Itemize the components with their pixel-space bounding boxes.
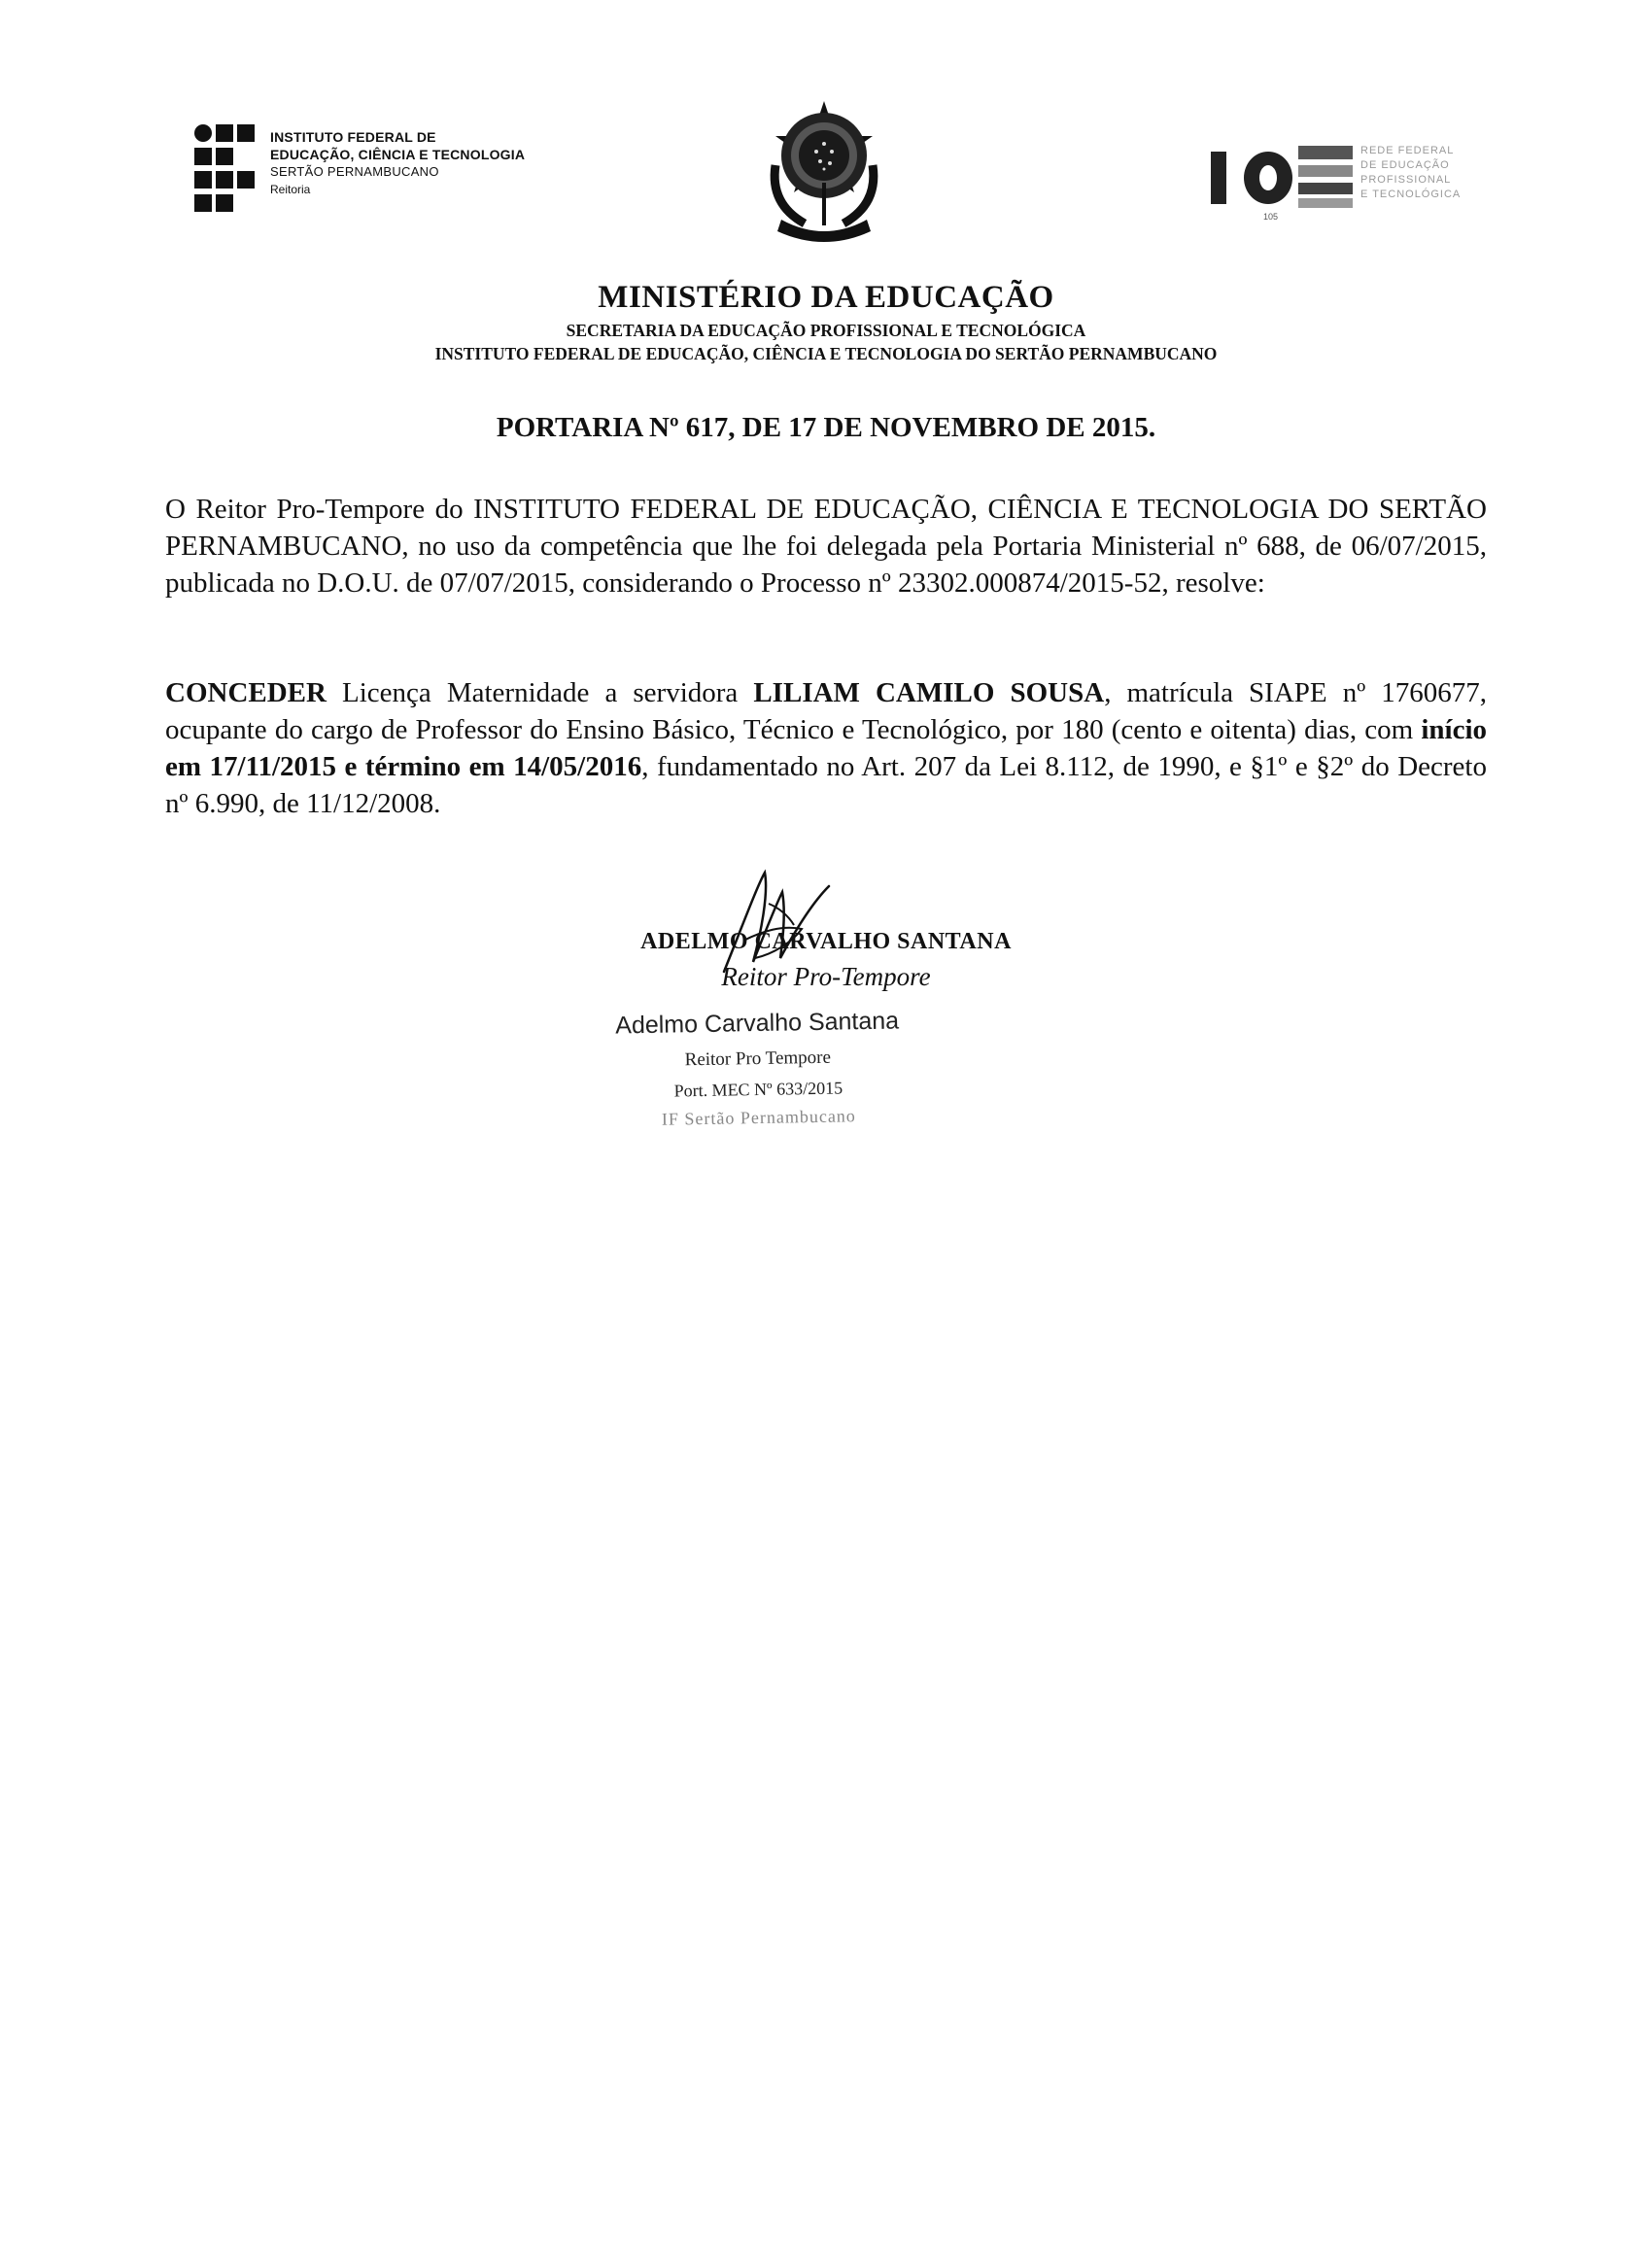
official-stamp: [582, 1004, 934, 1134]
institute-logo-line2: EDUCAÇÃO, CIÊNCIA E TECNOLOGIA: [270, 147, 526, 162]
resolution-text-3: , fundamentado no Art. 207 da Lei 8.112, de 1990, e §1º e §2º do Decreto nº 6.990, de 11/12/2008.: [165, 751, 1487, 819]
resolution-text-1: Licença Maternidade a servidora: [326, 677, 754, 708]
signatory-role: Reitor Pro-Tempore: [721, 962, 931, 991]
ministry-title: MINISTÉRIO DA EDUCAÇÃO: [598, 280, 1054, 315]
portaria-title: PORTARIA Nº 617, DE 17 DE NOVEMBRO DE 2015.: [496, 412, 1156, 443]
employee-name: LILIAM CAMILO SOUSA: [753, 677, 1105, 708]
resolution-paragraph: [165, 674, 1487, 822]
institute-logo-line4: Reitoria: [270, 183, 311, 196]
stamp-name: Adelmo Carvalho Santana: [615, 1007, 900, 1040]
institute-logo: [194, 124, 544, 217]
signatory-name: ADELMO CARVALHO SANTANA: [640, 929, 1012, 954]
network-logo-line1: REDE FEDERAL: [1360, 145, 1455, 156]
stamp-institution: IF Sertão Pernambucano: [661, 1106, 857, 1129]
ministry-heading: [0, 278, 1652, 365]
if-logo-icon: [194, 124, 255, 214]
resolution-text-2: , matrícula SIAPE nº 1760677, ocupante do cargo de Professor do Ensino Básico, Técnico e Tecnológico, por 180 (cento e oitenta) dias, com: [165, 677, 1487, 745]
brazil-coat-of-arms-icon: [746, 97, 902, 243]
resolution-verb: CONCEDER: [165, 677, 327, 708]
institute-name: INSTITUTO FEDERAL DE EDUCAÇÃO, CIÊNCIA E TECNOLOGIA DO SERTÃO PERNAMBUCANO: [434, 344, 1218, 363]
secretariat-name: SECRETARIA DA EDUCAÇÃO PROFISSIONAL E TECNOLÓGICA: [566, 321, 1086, 340]
network-logo-line3: PROFISSIONAL: [1360, 174, 1452, 186]
network-logo-line4: E TECNOLÓGICA: [1360, 189, 1462, 200]
network-logo-number: 105: [1263, 212, 1279, 222]
federal-network-105-logo: [1205, 136, 1497, 233]
signature-block: [593, 865, 1137, 1195]
institute-logo-line3: SERTÃO PERNAMBUCANO: [270, 164, 439, 179]
document-header: [0, 0, 1652, 253]
network-logo-line2: DE EDUCAÇÃO: [1360, 159, 1450, 171]
stamp-role: Reitor Pro Tempore: [684, 1047, 832, 1071]
stamp-portaria: Port. MEC Nº 633/2015: [673, 1078, 843, 1101]
institute-logo-line1: INSTITUTO FEDERAL DE: [270, 129, 436, 145]
leave-dates: início em 17/11/2015 e término em 14/05/2016: [165, 714, 1487, 782]
preamble-paragraph: O Reitor Pro-Tempore do INSTITUTO FEDERAL DE EDUCAÇÃO, CIÊNCIA E TECNOLOGIA DO SERTÃO PERNAMBUCANO, no uso da competência que lhe foi delegada pela Portaria Ministerial nº 688, de 06/07/2015, publicada no D.O.U. de 07/07/2015, considerando o Processo nº 23302.000874/2015-52, resolve:: [165, 494, 1487, 599]
